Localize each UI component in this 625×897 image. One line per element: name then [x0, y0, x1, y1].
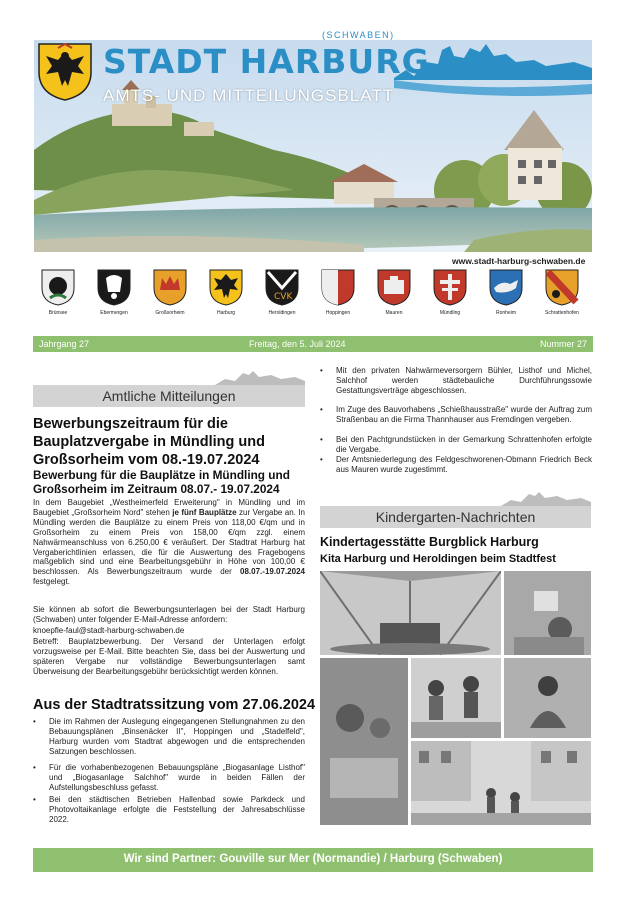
children-outdoor-photo — [411, 658, 501, 738]
svg-text:CVK: CVK — [274, 292, 293, 302]
crest-heroldingen — [254, 268, 310, 316]
bullet-icon: • — [320, 405, 323, 414]
article-headline-line3: Großsorheim vom 08.-19.07.2024 — [33, 452, 260, 468]
crest-label: Heroldingen — [268, 310, 296, 316]
muendling-crest-icon — [432, 268, 468, 306]
list-item-text: Mit den privaten Nahwärmeversorgern Bühler, Listhof und Michel, Salchhof werden städtebauliche Durchführungssowie Gestattungsverträge abgeschlossen. — [336, 366, 592, 395]
list-item-text: Der Amtsniederlegung des Feldgeschworenen-Obmann Friedrich Beck aus Mauren wurde zugestimmt. — [336, 455, 592, 474]
mauren-crest-icon — [376, 268, 412, 306]
list-item — [320, 405, 592, 425]
section-header-kindergarten — [320, 506, 591, 528]
list-item — [33, 763, 305, 793]
place-tag: (SCHWABEN) — [322, 30, 395, 40]
council-session-headline: Aus der Stadtratssitzung vom 27.06.2024 — [33, 697, 316, 713]
bullet-icon: • — [320, 455, 323, 464]
crest-hoppingen — [310, 268, 366, 316]
bruensee-crest-icon — [40, 268, 76, 306]
tent-interior-photo — [320, 571, 501, 655]
article-subheadline-line1: Bewerbung für die Bauplätze in Mündling und — [33, 468, 290, 482]
crest-label: Großsorheim — [155, 310, 185, 316]
castle-silhouette-icon — [215, 371, 305, 385]
crest-mauren — [366, 268, 422, 316]
street-festival-photo — [411, 741, 591, 825]
list-item-text: Bei den städtischen Betrieben Hallenbad sowie Parkdeck und Photovoltaikanlage erfolgte die Feststellung der Jahresabschlüsse 2022. — [49, 795, 305, 824]
list-item-text: Für die vorhabenbezogenen Bebauungspläne „Biogasanlage Listhof" und „Biogasanlage Salchhof" wurde in beiden Fällen der Aufstellungsbeschluss gefasst. — [49, 763, 305, 792]
partnership-footer — [33, 848, 593, 872]
issue-date: Freitag, den 5. Juli 2024 — [249, 339, 346, 349]
section-header-amtliche-mitteilungen — [33, 385, 305, 407]
section-title: Kindergarten-Nachrichten — [375, 509, 536, 525]
title-harburg: HARBURG — [239, 42, 430, 81]
bullet-icon: • — [320, 366, 323, 375]
p1-bold: je fünf Bauplätze — [172, 507, 237, 517]
list-item-text: Im Zuge des Bauvorhabens „Schießhausstraße" wurde der Auftrag zum Straßenbau an die Firma Thannhauser aus Fremdingen vergeben. — [336, 405, 592, 424]
crest-label: Mündling — [439, 310, 461, 316]
child-sitting-photo — [504, 658, 591, 738]
article-headline-line1: Bewerbungszeitraum für die — [33, 416, 228, 432]
heroldingen-crest-icon — [264, 268, 300, 306]
crest-harburg — [198, 268, 254, 316]
footer-text: Wir sind Partner: Gouville sur Mer (Normandie) / Harburg (Schwaben) — [123, 853, 503, 865]
bullet-icon: • — [33, 795, 36, 804]
masthead-subtitle: AMTS- UND MITTEILUNGSBLATT — [103, 86, 395, 105]
crest-label: Schrattenhofen — [545, 310, 579, 316]
crest-grosssorheim — [142, 268, 198, 316]
website-url[interactable]: www.stadt-harburg-schwaben.de — [452, 256, 586, 266]
bullet-icon: • — [320, 435, 323, 444]
ronheim-crest-icon — [488, 268, 524, 306]
p1-rest: zur Vergabe an. In Mündling werden die Bauplätze zu einem Preis von 118,00 €/qm und in Großsorheim zu einem Preis von 158,00 €/qm zzgl. einem Nahwärmeanschluss von 6.250,00 € veräußert. Der Stadtrat Harburg hat Vergaberichtlinien erlassen, die für die Auswertung des Fragebogens maßgeblich sind und eine Bearbeitungsgebühr in Höhe von 100,00 € beschlossen. Als Bewerbungszeitraum wurde der — [33, 507, 305, 577]
harburg-small-crest-icon — [208, 268, 244, 306]
kita-photo-collage — [320, 571, 591, 825]
article-subheadline-line2: Großsorheim im Zeitraum 08.07.- 19.07.2024 — [33, 482, 280, 496]
contact-email[interactable]: knoepfle-faul@stadt-harburg-schwaben.de — [33, 626, 185, 635]
article-headline-line2: Bauplatzvergabe in Mündling und — [33, 434, 265, 450]
grosssorheim-crest-icon — [152, 268, 188, 306]
ebermergen-crest-icon — [96, 268, 132, 306]
district-crests-row — [30, 268, 595, 328]
issue-info-bar — [33, 336, 593, 352]
list-item — [33, 717, 305, 757]
child-playing-photo — [504, 571, 591, 655]
crest-bruensee — [30, 268, 86, 316]
castle-silhouette-icon — [501, 492, 591, 506]
list-item — [320, 366, 592, 396]
harburg-coat-of-arms-icon — [36, 42, 94, 102]
crest-ronheim — [478, 268, 534, 316]
masthead-title — [103, 42, 430, 81]
list-item-text: Bei den Pachtgrundstücken in der Gemarkung Schrattenhofen erfolgte die Vergabe. — [336, 435, 592, 454]
tree-stump-photo — [320, 658, 408, 825]
crest-schrattenhofen — [534, 268, 590, 316]
crest-muendling — [422, 268, 478, 316]
crest-label: Mauren — [385, 310, 403, 316]
section-title: Amtliche Mitteilungen — [102, 388, 236, 404]
bullet-icon: • — [33, 763, 36, 772]
kita-headline: Kindertagesstätte Burgblick Harburg — [320, 535, 539, 549]
p1-text: In dem Baugebiet „Westheimerfeld Erweiterung" in Mündling und im Baugebiet „Großsorheim Nord" stehen — [33, 498, 305, 517]
p1-end: festgelegt. — [33, 577, 70, 587]
bullet-icon: • — [33, 717, 36, 726]
crest-label: Ronheim — [495, 310, 516, 316]
list-item — [320, 455, 592, 475]
kita-subheadline: Kita Harburg und Heroldingen beim Stadtfest — [320, 553, 556, 565]
article-paragraph-2: Sie können ab sofort die Bewerbungsunterlagen bei der Stadt Harburg (Schwaben) unter folgender E-Mail-Adresse anfordern: — [33, 605, 305, 624]
list-item — [320, 435, 592, 455]
title-stadt: STADT — [103, 42, 228, 81]
crest-label: Hoppingen — [325, 310, 351, 316]
schrattenhofen-crest-icon — [544, 268, 580, 306]
masthead — [0, 0, 625, 255]
list-item — [33, 795, 305, 825]
issue-year: Jahrgang 27 — [39, 339, 90, 349]
article-paragraph-1 — [33, 498, 305, 587]
crest-label: Harburg — [216, 310, 236, 316]
crest-ebermergen — [86, 268, 142, 316]
list-item-text: Die im Rahmen der Auslegung eingegangenen Stellungnahmen zu den Bebauungsplänen „Binsenäcker II", Hoppingen und „Stadelfeld", Harburg wurden vom Stadtrat abgewogen und die entsprechenden Satzungen beschlossen. — [49, 717, 305, 756]
crest-label: Ebermergen — [100, 310, 128, 316]
issue-number: Nummer 27 — [539, 339, 587, 349]
article-paragraph-3: Betreff: Bauplatzbewerbung. Der Versand der Unterlagen erfolgt vorzugsweise per E-Mail. Bitte beachten Sie, dass bei der Auswertung und späteren Vergabe nur vollständige Bewerbungsunterlagen samt Überweisung der Bearbeitungsgebühr berücksichtigt werden können. — [33, 637, 305, 676]
p1-bold-period: 08.07.-19.07.2024 — [240, 567, 305, 577]
crest-label: Brünsee — [48, 310, 68, 316]
hoppingen-crest-icon — [320, 268, 356, 306]
